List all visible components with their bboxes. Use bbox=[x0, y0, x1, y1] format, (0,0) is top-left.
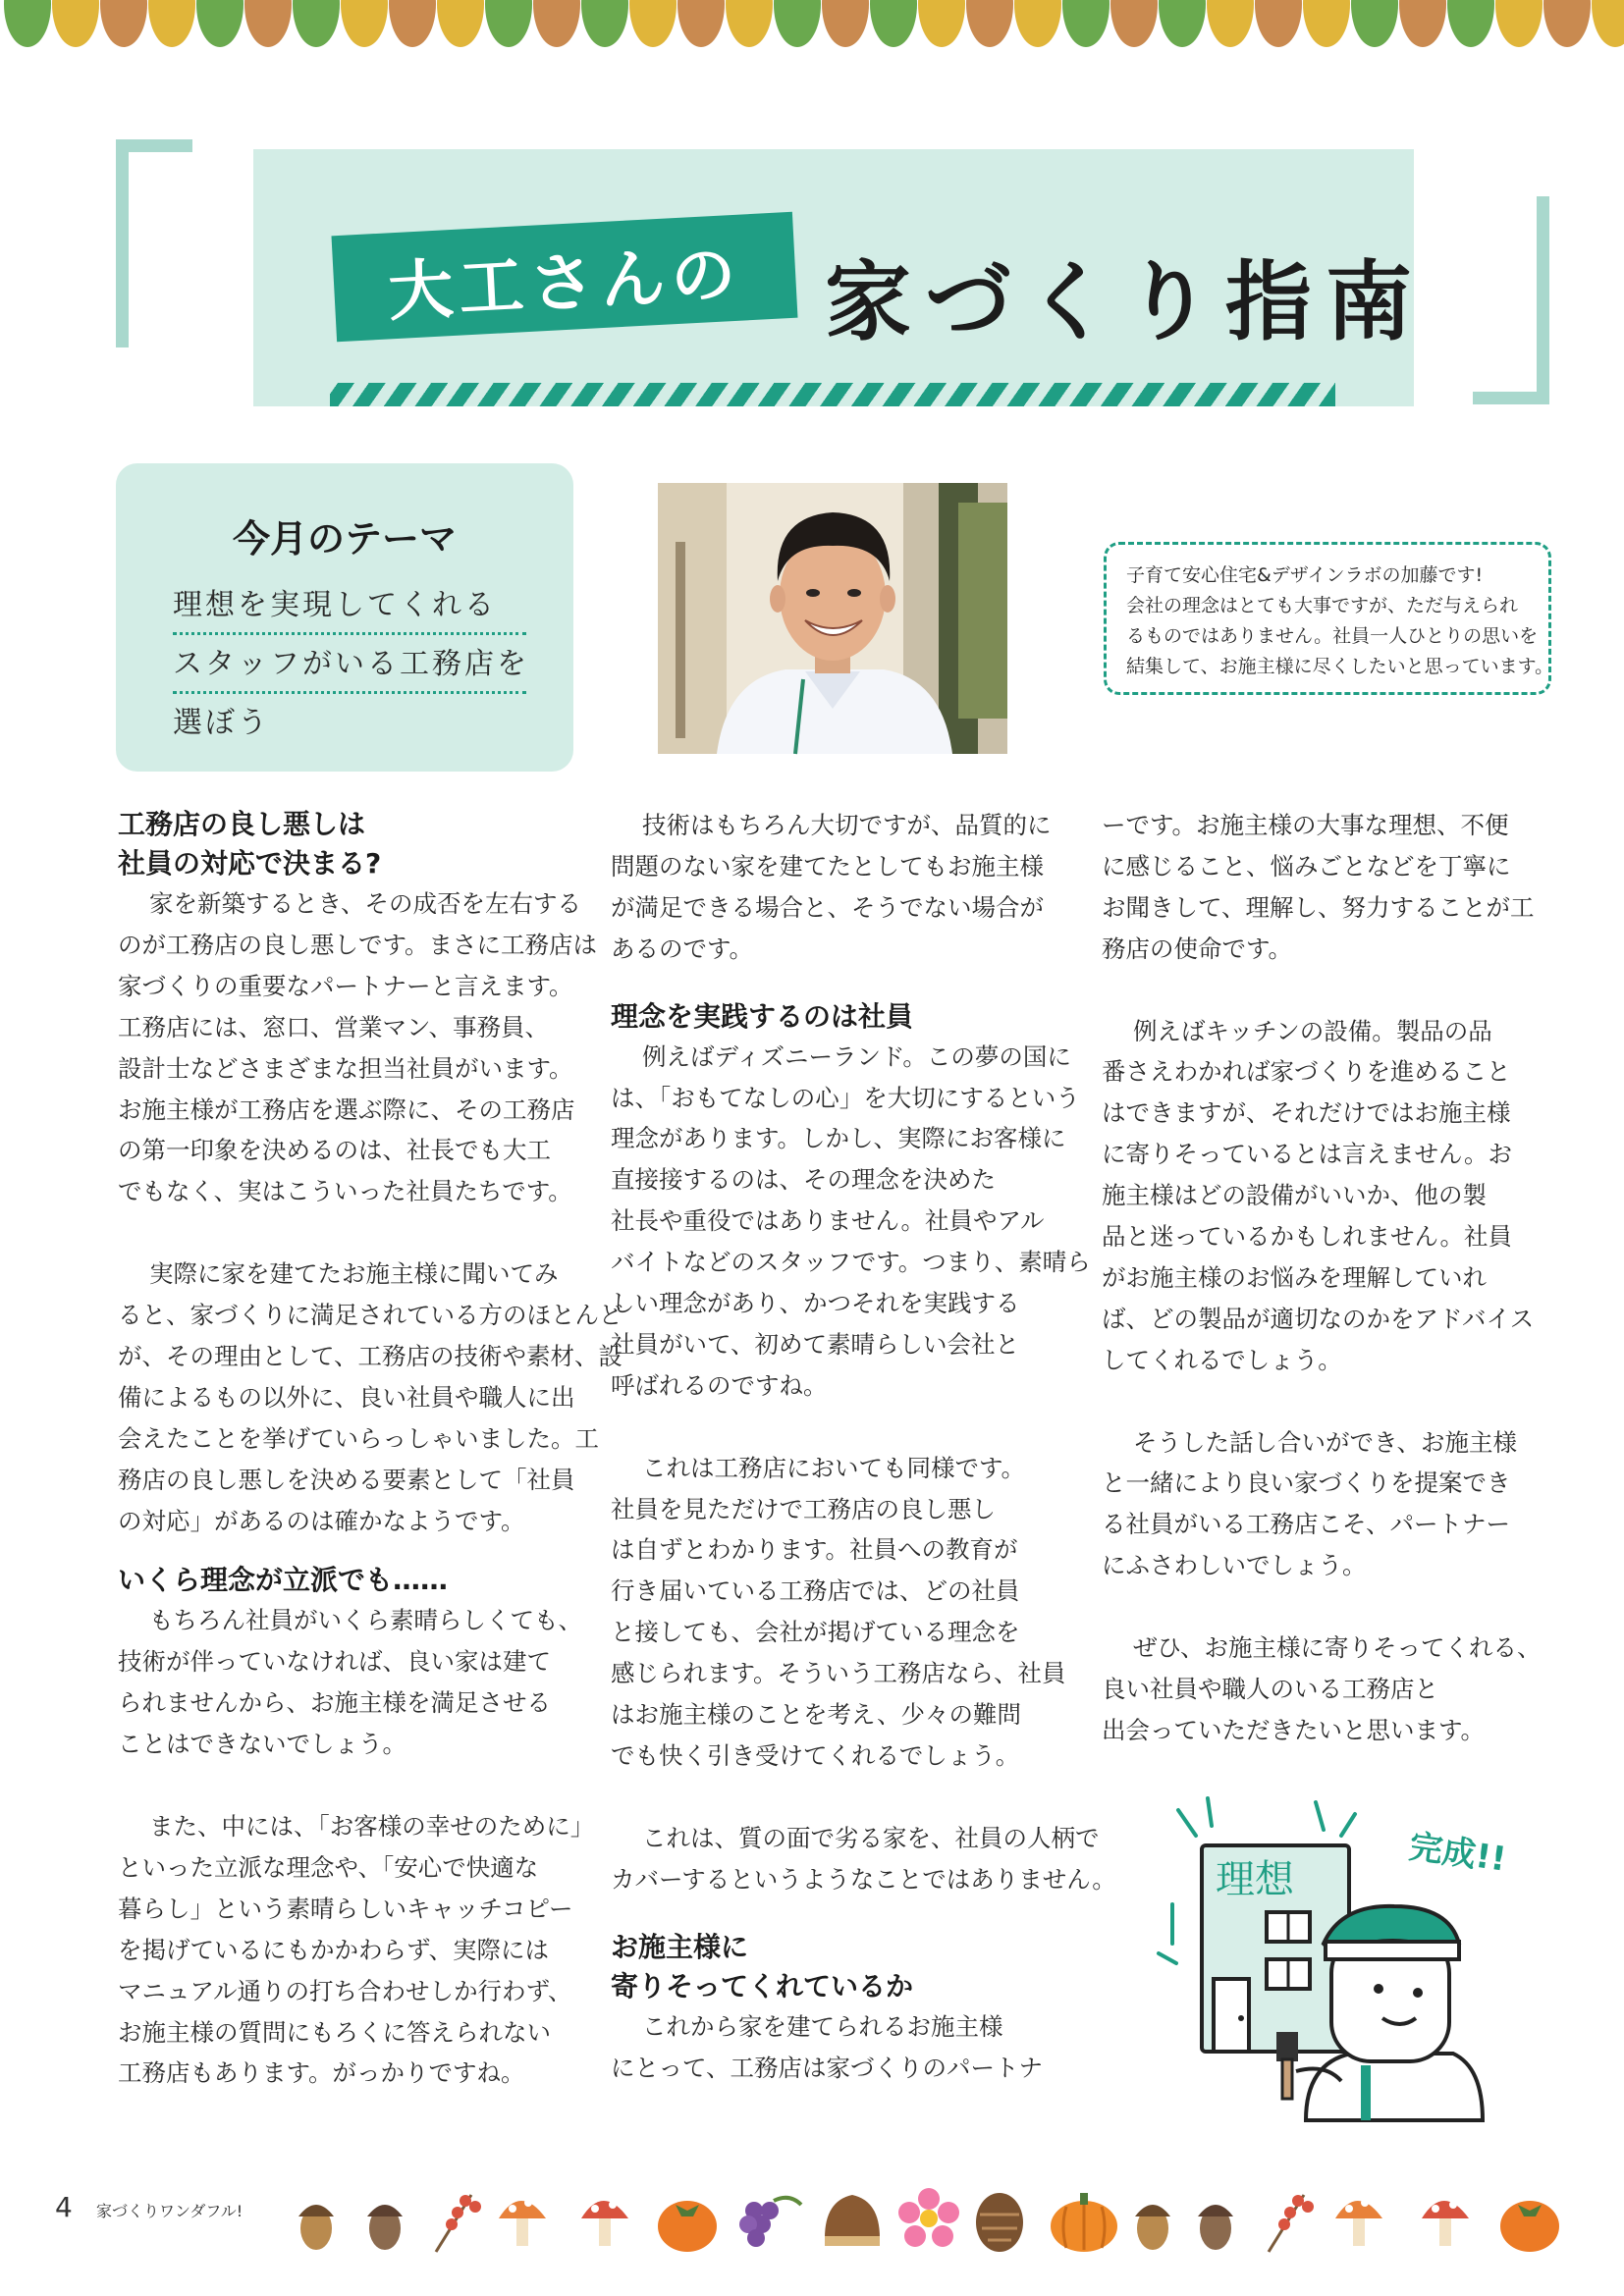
paragraph-line: に感じること、悩みごとなどを丁寧に bbox=[1102, 851, 1511, 881]
heading-line: お施主様に bbox=[611, 1930, 749, 1963]
paragraph-line: 工務店もあります。がっかりですね。 bbox=[118, 2058, 525, 2088]
heading-line: いくら理念が立派でも…… bbox=[118, 1564, 449, 1597]
paragraph-line: 出会っていただきたいと思います。 bbox=[1102, 1715, 1486, 1744]
paragraph-line: 社員がいて、初めて素晴らしい会社と bbox=[611, 1329, 1020, 1359]
section-heading bbox=[118, 805, 575, 844]
paragraph-line: られませんから、お施主様を満足させる bbox=[118, 1688, 551, 1718]
paragraph-line: ば、どの製品が適切なのかをアドバイス bbox=[1102, 1304, 1535, 1333]
scallop-shape bbox=[293, 0, 340, 47]
paragraph-line: 品と迷っているかもしれません。社員 bbox=[1102, 1222, 1512, 1252]
paragraph-line: 問題のない家を建てたとしてもお施主様 bbox=[611, 851, 1044, 881]
scallop-shape bbox=[1447, 0, 1494, 47]
heading-line: 寄りそってくれているか bbox=[611, 1969, 914, 2002]
scallop-shape bbox=[485, 0, 532, 47]
paragraph-line: の対応」があるのは確かなようです。 bbox=[118, 1506, 525, 1535]
paragraph-line: は自ずとわかります。社員への教育が bbox=[611, 1535, 1018, 1565]
scallop-shape bbox=[4, 0, 51, 47]
building-sign-text: 理想 bbox=[1216, 1857, 1294, 1902]
paragraph-line: と接しても、会社が掲げている理念を bbox=[611, 1618, 1020, 1647]
scallop-shape bbox=[1351, 0, 1398, 47]
paragraph-line: 直接接するのは、その理念を決めた bbox=[611, 1165, 996, 1195]
paragraph-line: 良い社員や職人のいる工務店と bbox=[1102, 1674, 1438, 1703]
paragraph-line: る社員がいる工務店こそ、パートナー bbox=[1102, 1510, 1511, 1539]
scallop-shape bbox=[148, 0, 195, 47]
paragraph-line: これは工務店においても同様です。 bbox=[642, 1453, 1026, 1482]
paragraph-line: でもなく、実はこういった社員たちです。 bbox=[118, 1177, 572, 1206]
paragraph-line: 家を新築するとき、その成否を左右する bbox=[149, 889, 582, 918]
scallop-shape bbox=[629, 0, 677, 47]
paragraph-line: を掲げているにもかかわらず、実際には bbox=[118, 1935, 550, 1964]
paragraph-line: もちろん社員がいくら素晴らしくても、 bbox=[149, 1606, 582, 1635]
carpenter-illustration bbox=[1159, 1796, 1509, 2120]
berry-branch-icon bbox=[436, 2195, 481, 2252]
paragraph-line: 暮らし」という素晴らしいキャッチコピー bbox=[118, 1894, 573, 1923]
section-heading bbox=[611, 1928, 1068, 1967]
scallop-shape bbox=[966, 0, 1013, 47]
quote-line: 会社の理念はとても大事ですが、ただ与えられ bbox=[1126, 595, 1519, 616]
scallop-shape bbox=[1495, 0, 1543, 47]
scallop-shape bbox=[100, 0, 147, 47]
paragraph-line: に寄りそっているとは言えません。お bbox=[1102, 1140, 1512, 1169]
paragraph-line: はお施主様のことを考え、少々の難問 bbox=[611, 1700, 1021, 1730]
paragraph-line: 工務店には、窓口、営業マン、事務員、 bbox=[118, 1012, 550, 1041]
scallop-shape bbox=[774, 0, 821, 47]
paragraph-line: これから家を建てられるお施主様 bbox=[642, 2011, 1003, 2041]
header-bracket-left bbox=[116, 139, 192, 347]
top-scallop-border bbox=[0, 0, 1624, 59]
scallop-shape bbox=[1399, 0, 1446, 47]
paragraph-line: 会えたことを挙げていらっしゃいました。工 bbox=[118, 1423, 599, 1453]
paragraph-line: ことはできないでしょう。 bbox=[118, 1730, 406, 1759]
title-tag-text: 大工さんの bbox=[386, 236, 744, 330]
paragraph-line: が、その理由として、工務店の技術や素材、設 bbox=[118, 1341, 623, 1370]
paragraph-line: 設計士などさまざまな担当社員がいます。 bbox=[118, 1053, 573, 1083]
paragraph-line: ーです。お施主様の大事な理想、不便 bbox=[1102, 811, 1509, 839]
mushroom-icon bbox=[1335, 2199, 1382, 2246]
paragraph-line: のが工務店の良し悪しです。まさに工務店は bbox=[118, 930, 598, 959]
scallop-shape bbox=[581, 0, 628, 47]
quote-line: 子育て安心住宅&デザインラボの加藤です! bbox=[1126, 564, 1484, 586]
heading-line: 社員の対応で決まる? bbox=[118, 847, 382, 880]
staff-portrait-image bbox=[658, 483, 1007, 754]
scallop-shape bbox=[1062, 0, 1110, 47]
section-heading bbox=[611, 1967, 1068, 2006]
paragraph-line: といった立派な理念や、「安心で快適な bbox=[118, 1852, 539, 1882]
title-stripe-decoration bbox=[330, 383, 1335, 406]
page-number: 4 bbox=[55, 2191, 73, 2223]
scallop-shape bbox=[389, 0, 436, 47]
scallop-shape bbox=[1159, 0, 1206, 47]
article-column-1 bbox=[118, 805, 623, 2094]
heading-line: 工務店の良し悪しは bbox=[118, 808, 366, 840]
section-heading bbox=[611, 997, 1068, 1037]
paragraph-line: 社員を見ただけで工務店の良し悪し bbox=[611, 1494, 996, 1523]
acorn-icon bbox=[367, 2205, 403, 2250]
paragraph-line: 理念があります。しかし、実際にお客様に bbox=[611, 1124, 1066, 1153]
theme-line: 選ぼう bbox=[173, 706, 270, 740]
paragraph-line: にふさわしいでしょう。 bbox=[1102, 1551, 1367, 1580]
scallop-shape bbox=[1592, 0, 1624, 47]
heading-line: 理念を実践するのは社員 bbox=[611, 999, 914, 1033]
scallop-shape bbox=[870, 0, 917, 47]
scallop-shape bbox=[677, 0, 725, 47]
paragraph-line: 家づくりの重要なパートナーと言えます。 bbox=[118, 971, 573, 1000]
paragraph-line: 備によるもの以外に、良い社員や職人に出 bbox=[118, 1382, 575, 1412]
paragraph-line: お聞きして、理解し、努力することが工 bbox=[1102, 892, 1535, 922]
scallop-shape bbox=[1543, 0, 1591, 47]
berry-branch-icon bbox=[1269, 2195, 1314, 2252]
monthly-theme-box bbox=[116, 463, 573, 772]
paragraph-line: でも快く引き受けてくれるでしょう。 bbox=[611, 1741, 1020, 1771]
paragraph-line: ると、家づくりに満足されている方のほとんど bbox=[118, 1301, 623, 1330]
paragraph-line: の第一印象を決めるのは、社長でも大工 bbox=[118, 1136, 551, 1165]
paragraph-line: 実際に家を建てたお施主様に聞いてみ bbox=[149, 1259, 559, 1289]
scallop-shape bbox=[822, 0, 869, 47]
page-title: 家づくり指南 bbox=[825, 251, 1427, 352]
scallop-shape bbox=[244, 0, 292, 47]
section-heading bbox=[118, 1561, 575, 1600]
paragraph-line: これは、質の面で劣る家を、社員の人柄で bbox=[642, 1823, 1100, 1852]
magazine-name: 家づくりワンダフル! bbox=[96, 2202, 244, 2220]
chestnut-icon bbox=[825, 2195, 880, 2246]
mushroom-icon bbox=[581, 2201, 628, 2246]
scallop-shape bbox=[1207, 0, 1254, 47]
paragraph-line: マニュアル通りの打ち合わせしか行わず、 bbox=[118, 1976, 572, 2005]
persimmon-icon bbox=[658, 2201, 717, 2252]
paragraph-line: 感じられます。そういう工務店なら、社員 bbox=[611, 1659, 1066, 1688]
paragraph-line: しい理念があり、かつそれを実践する bbox=[611, 1289, 1020, 1318]
paragraph-line: ぜひ、お施主様に寄りそってくれる、 bbox=[1133, 1633, 1542, 1663]
autumn-icons-row bbox=[275, 2179, 1624, 2258]
paragraph-line: 呼ばれるのですね。 bbox=[611, 1370, 828, 1400]
paragraph-line: と一緒により良い家づくりを提案でき bbox=[1102, 1468, 1511, 1498]
scallop-shape bbox=[726, 0, 773, 47]
paragraph-line: お施主様が工務店を選ぶ際に、その工務店 bbox=[118, 1095, 575, 1124]
acorn-icon bbox=[1135, 2205, 1170, 2250]
quote-line: 結集して、お施主様に尽くしたいと思っています。 bbox=[1126, 656, 1554, 677]
paragraph-line: が満足できる場合と、そうでない場合が bbox=[611, 892, 1044, 922]
scallop-shape bbox=[533, 0, 580, 47]
section-heading bbox=[118, 844, 575, 883]
paragraph-line: がお施主様のお悩みを理解していれ bbox=[1102, 1262, 1487, 1292]
theme-line: スタッフがいる工務店を bbox=[173, 635, 526, 694]
scallop-shape bbox=[52, 0, 99, 47]
scallop-shape bbox=[341, 0, 388, 47]
theme-title: 今月のテーマ bbox=[232, 517, 457, 561]
paragraph-line: 番さえわかれば家づくりを進めること bbox=[1102, 1057, 1511, 1087]
scallop-shape bbox=[196, 0, 244, 47]
paragraph-line: 施主様はどの設備がいいか、他の製 bbox=[1102, 1181, 1487, 1210]
acorn-icon bbox=[1198, 2205, 1233, 2250]
paragraph-line: また、中には、「お客様の幸せのために」 bbox=[149, 1812, 595, 1841]
scallop-shape bbox=[1014, 0, 1061, 47]
paragraph-line: そうした話し合いができ、お施主様 bbox=[1133, 1427, 1518, 1457]
paragraph-line: 社長や重役ではありません。社員やアル bbox=[611, 1206, 1045, 1236]
mushroom-icon bbox=[499, 2199, 546, 2246]
paragraph-line: 例えばディズニーランド。この夢の国に bbox=[642, 1041, 1071, 1071]
persimmon-icon bbox=[1500, 2201, 1559, 2252]
paragraph-line: 例えばキッチンの設備。製品の品 bbox=[1133, 1016, 1492, 1045]
paragraph-line: お施主様の質問にもろくに答えられない bbox=[118, 2017, 551, 2047]
paragraph-line: にとって、工務店は家づくりのパートナ bbox=[611, 2053, 1044, 2082]
theme-line: 理想を実現してくれる bbox=[173, 576, 526, 635]
staff-photo bbox=[658, 483, 1007, 754]
header-bracket-right bbox=[1473, 196, 1549, 404]
article-column-2 bbox=[611, 805, 1116, 2088]
scallop-shape bbox=[1110, 0, 1158, 47]
quote-line: るものではありません。社員一人ひとりの思いを bbox=[1126, 625, 1539, 647]
scallop-shape bbox=[437, 0, 484, 47]
article-column-3 bbox=[1102, 805, 1559, 1751]
scallop-shape bbox=[1303, 0, 1350, 47]
paragraph-line: バイトなどのスタッフです。つまり、素晴ら bbox=[611, 1248, 1091, 1277]
scallop-shape bbox=[918, 0, 965, 47]
cosmos-flower-icon bbox=[898, 2188, 959, 2247]
paragraph-line: は、「おもてなしの心」を大切にするという bbox=[611, 1083, 1080, 1112]
staff-quote-box bbox=[1104, 542, 1554, 695]
pumpkin-icon bbox=[1051, 2193, 1117, 2252]
scallop-shape bbox=[1255, 0, 1302, 47]
paragraph-line: はできますが、それだけではお施主様 bbox=[1102, 1098, 1511, 1128]
paragraph-line: してくれるでしょう。 bbox=[1102, 1345, 1342, 1374]
paragraph-line: 技術はもちろん大切ですが、品質的に bbox=[642, 811, 1052, 839]
paragraph-line: あるのです。 bbox=[611, 934, 754, 963]
pinecone-icon bbox=[976, 2193, 1023, 2252]
paragraph-line: 務店の良し悪しを決める要素として「社員 bbox=[118, 1465, 575, 1494]
mushroom-icon bbox=[1422, 2201, 1469, 2246]
paragraph-line: 務店の使命です。 bbox=[1102, 934, 1293, 963]
paragraph-line: 技術が伴っていなければ、良い家は建て bbox=[118, 1647, 551, 1677]
paragraph-line: カバーするというようなことではありません。 bbox=[611, 1864, 1116, 1894]
grapes-icon bbox=[739, 2198, 801, 2247]
acorn-icon bbox=[298, 2205, 334, 2250]
paragraph-line: 行き届いている工務店では、どの社員 bbox=[611, 1576, 1020, 1606]
exclaim-text: 完成!! bbox=[1406, 1827, 1509, 1880]
